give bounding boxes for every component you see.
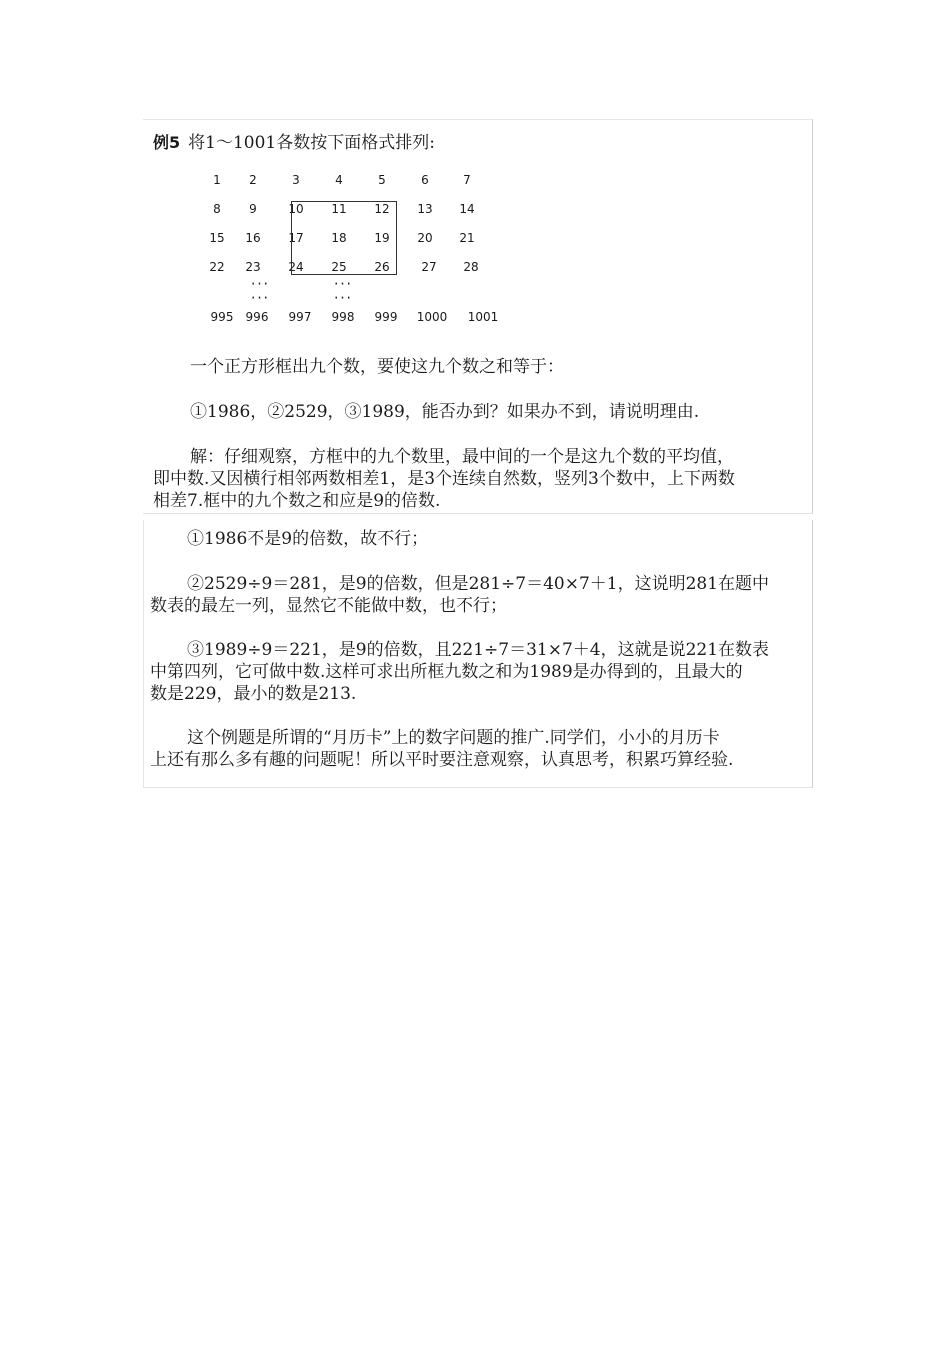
grid-cell: 4 <box>335 173 343 187</box>
grid-cell: 7 <box>463 173 471 187</box>
example-panel-top <box>143 119 813 514</box>
answer-2-line-1: ②2529÷9＝281，是9的倍数，但是281÷7＝40×7＋1，这说明281在题中 <box>187 574 770 594</box>
grid-cell: 14 <box>459 202 475 216</box>
example-panel-bottom <box>143 520 813 788</box>
ellipsis: ··· <box>332 277 352 291</box>
grid-cell: 16 <box>245 231 261 245</box>
grid-cell: 999 <box>374 310 398 324</box>
grid-cell: 12 <box>374 202 390 216</box>
grid-cell: 5 <box>378 173 386 187</box>
grid-cell: 9 <box>249 202 257 216</box>
solution-line-2: 即中数.又因横行相邻两数相差1，是3个连续自然数，竖列3个数中，上下两数 <box>153 469 735 489</box>
question-line-2: ①1986，②2529，③1989，能否办到？如果办不到，请说明理由. <box>190 402 700 422</box>
conclusion-line-2: 上还有那么多有趣的问题呢！所以平时要注意观察，认真思考，积累巧算经验. <box>150 750 734 770</box>
grid-cell: 17 <box>288 231 304 245</box>
solution-line-3: 相差7.框中的九个数之和应是9的倍数. <box>153 491 441 511</box>
grid-cell: 10 <box>288 202 304 216</box>
example-title-text: 将1～1001各数按下面格式排列: <box>188 133 435 153</box>
ellipsis: ··· <box>249 291 269 305</box>
grid-cell: 13 <box>417 202 433 216</box>
grid-cell: 22 <box>209 260 225 274</box>
grid-cell: 998 <box>331 310 355 324</box>
ellipsis: ··· <box>332 291 352 305</box>
grid-cell: 995 <box>210 310 234 324</box>
grid-cell: 8 <box>213 202 221 216</box>
grid-cell: 25 <box>331 260 347 274</box>
grid-cell: 28 <box>463 260 479 274</box>
grid-cell: 21 <box>459 231 475 245</box>
grid-cell: 2 <box>249 173 257 187</box>
answer-1: ①1986不是9的倍数，故不行； <box>187 529 429 549</box>
grid-cell: 1 <box>213 173 221 187</box>
grid-cell: 20 <box>417 231 433 245</box>
selection-square <box>291 201 397 275</box>
grid-cell: 23 <box>245 260 261 274</box>
grid-cell: 27 <box>421 260 437 274</box>
grid-cell: 1001 <box>467 310 499 324</box>
answer-3-line-3: 数是229，最小的数是213. <box>150 684 357 704</box>
grid-cell: 11 <box>331 202 347 216</box>
grid-cell: 26 <box>374 260 390 274</box>
solution-line-1: 解：仔细观察，方框中的九个数里，最中间的一个是这九个数的平均值， <box>190 447 734 467</box>
answer-3-line-2: 中第四列，它可做中数.这样可求出所框九数之和为1989是办得到的，且最大的 <box>150 662 743 682</box>
answer-3-line-1: ③1989÷9＝221，是9的倍数，且221÷7＝31×7＋4，这就是说221在数表 <box>187 640 770 660</box>
grid-cell: 18 <box>331 231 347 245</box>
grid-cell: 997 <box>288 310 312 324</box>
grid-cell: 15 <box>209 231 225 245</box>
grid-cell: 3 <box>292 173 300 187</box>
example-label: 例5 <box>153 133 181 152</box>
grid-cell: 6 <box>421 173 429 187</box>
grid-cell: 996 <box>245 310 269 324</box>
ellipsis: ··· <box>249 277 269 291</box>
grid-cell: 1000 <box>416 310 448 324</box>
grid-cell: 19 <box>374 231 390 245</box>
question-line-1: 一个正方形框出九个数，要使这九个数之和等于： <box>190 357 564 377</box>
example-title <box>153 128 435 153</box>
conclusion-line-1: 这个例题是所谓的“月历卡”上的数字问题的推广.同学们，小小的月历卡 <box>187 728 720 748</box>
answer-2-line-2: 数表的最左一列，显然它不能做中数，也不行； <box>150 596 507 616</box>
grid-cell: 24 <box>288 260 304 274</box>
